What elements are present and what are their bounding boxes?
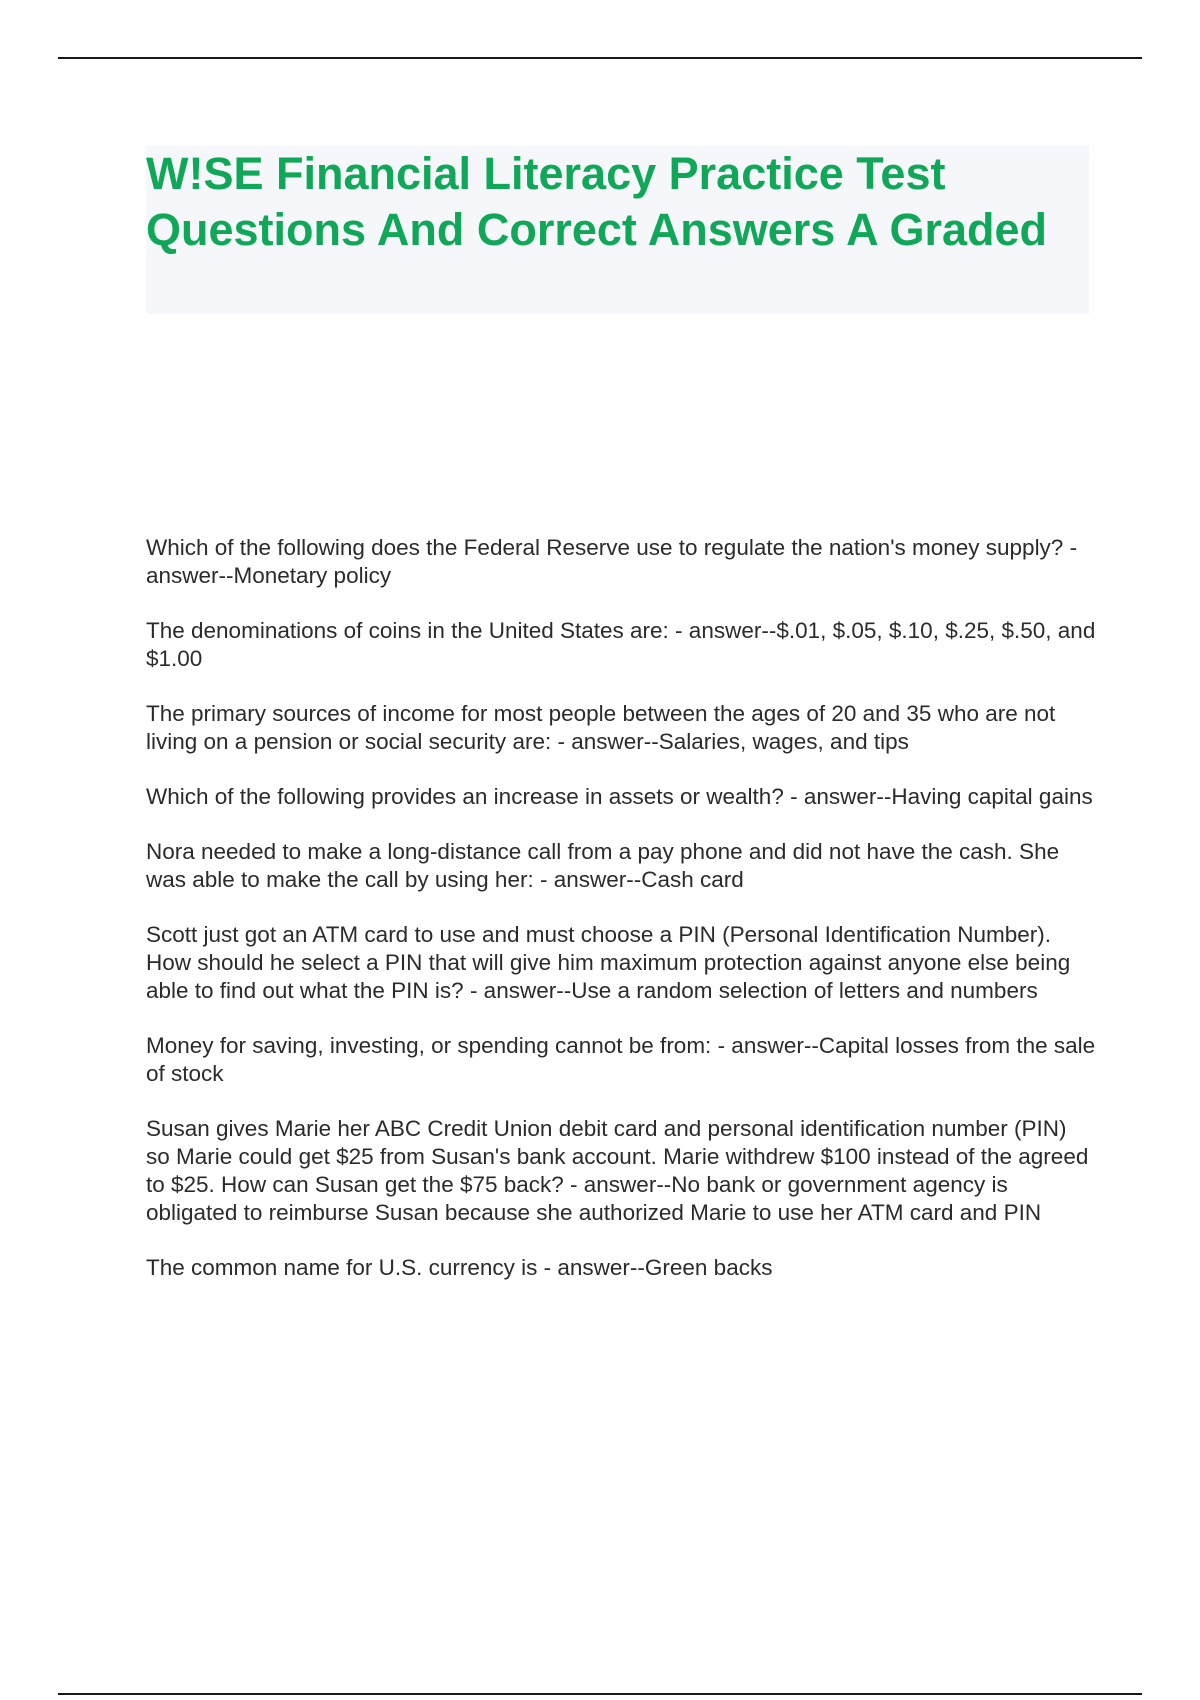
qa-item: Which of the following does the Federal Reserve use to regulate the nation's money supply? - answer--Monetary policy xyxy=(146,535,1078,588)
qa-item: Scott just got an ATM card to use and must choose a PIN (Personal Identification Number). How should he select a PIN that will give him maximum protection against anyone else being able to find out what the PIN is? - answer--Use a random selection of letters and numbers xyxy=(146,922,1071,1003)
top-rule xyxy=(58,57,1142,59)
qa-item: The primary sources of income for most people between the ages of 20 and 35 who are not living on a pension or social security are: - answer--Salaries, wages, and tips xyxy=(146,701,1056,754)
qa-item: The denominations of coins in the United States are: - answer--$.01, $.05, $.10, $.25, $.50, and $1.00 xyxy=(146,618,1096,671)
qa-item: Money for saving, investing, or spending cannot be from: - answer--Capital losses from the sale of stock xyxy=(146,1033,1096,1086)
bottom-rule xyxy=(58,1693,1142,1695)
qa-item: Nora needed to make a long-distance call from a pay phone and did not have the cash. She was able to make the call by using her: - answer--Cash card xyxy=(146,839,1060,892)
title-block xyxy=(146,146,1089,314)
qa-item: Which of the following provides an increase in assets or wealth? - answer--Having capital gains xyxy=(146,784,1093,809)
qa-item: The common name for U.S. currency is - answer--Green backs xyxy=(146,1255,773,1280)
qa-list xyxy=(146,534,1096,1309)
document-title: W!SE Financial Literacy Practice Test Questions And Correct Answers A Graded xyxy=(146,148,1048,255)
qa-item: Susan gives Marie her ABC Credit Union debit card and personal identification number (PIN) so Marie could get $25 from Susan's bank account. Marie withdrew $100 instead of the agreed to $25. How can Susan get the $75 back? - answer--No bank or government agency is obligated to reimburse Susan because she authorized Marie to use her ATM card and PIN xyxy=(146,1116,1089,1225)
